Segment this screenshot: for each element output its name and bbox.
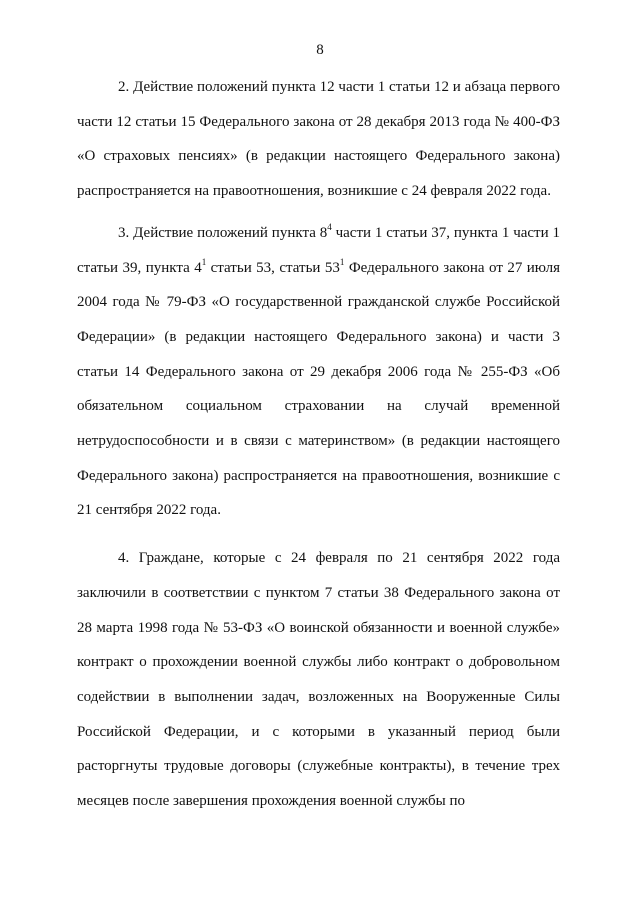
paragraph-text: части 1 статьи 37, пункта 1 части 1 статьи 39, пункта 4 — [77, 224, 561, 276]
document-body — [77, 70, 560, 819]
paragraph-2 — [77, 70, 560, 209]
superscript: 4 — [327, 221, 332, 232]
superscript: 1 — [201, 256, 207, 267]
paragraph-4 — [77, 541, 560, 819]
page-number: 8 — [316, 42, 324, 58]
paragraph-text: 4. Граждане, которые с 24 февраля по 21 сентября 2022 года заключили в соответствии с пунктом 7 статьи 38 Федерального закона от 28 марта 1998 года № 53-ФЗ «О воинской обязанности и военной службе» контракт о прохождении военной службы либо контракт о добровольном содействии в выполнении задач, возложенных на Вооруженные Силы Российской Федерации, и с которыми в указанный период были расторгнуты трудовые договоры (служебные контракты), в течение трех месяцев после завершения прохождения военной службы по — [77, 550, 560, 810]
superscript: 1 — [339, 256, 345, 267]
paragraph-text: Федерального закона от 27 июля 2004 года № 79-ФЗ «О государственной гражданской службе Российской Федерации» (в редакции настоящего Федерального закона) и части 3 статьи 14 Федерального закона от 29 декабря 2006 года № 255-ФЗ «Об обязательном социальном страховании на случай временной нетрудоспособности и в связи с материнством» (в редакции настоящего Федерального закона) распространяется на правоотношения, возникшие с 21 сентября 2022 года. — [77, 259, 560, 519]
paragraph-3 — [77, 216, 560, 528]
paragraph-text: статьи 53, статьи 53 — [206, 259, 340, 276]
paragraph-text: 3. Действие положений пункта 8 — [118, 224, 328, 241]
paragraph-text: 2. Действие положений пункта 12 части 1 статьи 12 и абзаца первого части 12 статьи 15 Федерального закона от 28 декабря 2013 года № 400-ФЗ «О страховых пенсиях» (в редакции настоящего Федерального закона) распространяется на правоотношения, возникшие с 24 февраля 2022 года. — [77, 79, 560, 200]
